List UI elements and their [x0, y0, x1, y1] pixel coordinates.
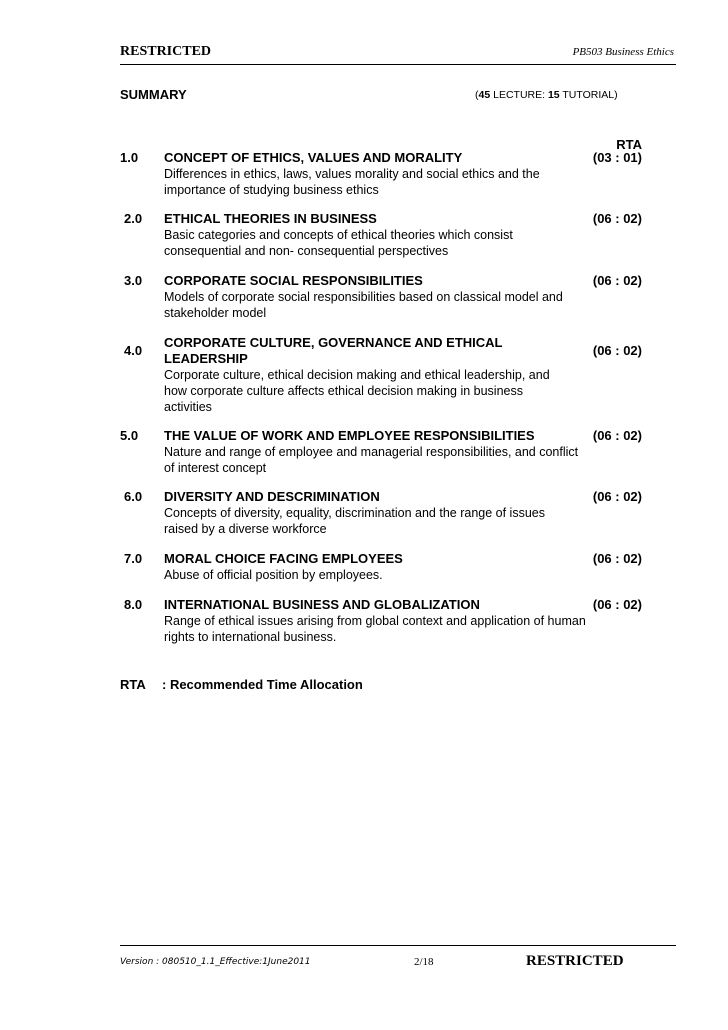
- header-classification: RESTRICTED: [120, 44, 212, 59]
- topic-allocation: (06 : 02): [592, 551, 642, 566]
- topic-number: 2.0: [124, 211, 143, 226]
- topic-number: 5.0: [120, 428, 139, 443]
- topic-number: 4.0: [124, 343, 143, 358]
- topic-allocation: (06 : 02): [592, 597, 642, 612]
- topic-allocation: (06 : 02): [592, 273, 642, 288]
- tutorial-label: TUTORIAL): [559, 89, 618, 101]
- topic-title: CORPORATE CULTURE, GOVERNANCE AND ETHICAL LEADERSHIP: [164, 335, 503, 366]
- topic-allocation: (06 : 02): [592, 211, 642, 226]
- footer-classification: RESTRICTED: [526, 953, 624, 969]
- topic-title: CONCEPT OF ETHICS, VALUES AND MORALITY: [164, 150, 463, 165]
- header-course-title: PB503 Business Ethics: [572, 46, 674, 58]
- header-rule: [120, 64, 676, 65]
- topic-allocation: (06 : 02): [592, 428, 642, 443]
- lecture-label: LECTURE:: [490, 89, 548, 101]
- topic-title: THE VALUE OF WORK AND EMPLOYEE RESPONSIBILITIES: [164, 428, 535, 443]
- hours-open-paren: (: [475, 89, 479, 101]
- topic-number: 6.0: [124, 489, 143, 504]
- topic-description: Abuse of official position by employees.: [164, 568, 383, 582]
- topic-title: ETHICAL THEORIES IN BUSINESS: [164, 211, 377, 226]
- rta-column-heading: RTA: [616, 137, 642, 152]
- topic-allocation: (06 : 02): [592, 489, 642, 504]
- topic-number: 8.0: [124, 597, 143, 612]
- topic-description: Range of ethical issues arising from global context and application of human rights to international business.: [164, 614, 586, 644]
- rta-legend: [120, 677, 363, 692]
- footer-rule: [120, 945, 676, 946]
- topic-title: INTERNATIONAL BUSINESS AND GLOBALIZATION: [164, 597, 480, 612]
- legend-abbreviation: RTA: [120, 677, 146, 692]
- topic-description: Nature and range of employee and managerial responsibilities, and conflict of interest concept: [164, 445, 579, 475]
- tutorial-hours: 15: [547, 89, 560, 101]
- lecture-hours: 45: [478, 89, 491, 101]
- topic-number: 7.0: [124, 551, 143, 566]
- topic-description: Models of corporate social responsibilities based on classical model and stakeholder model: [164, 290, 563, 320]
- topic-number: 1.0: [120, 150, 139, 165]
- topic-title: CORPORATE SOCIAL RESPONSIBILITIES: [164, 273, 423, 288]
- topic-description: Differences in ethics, laws, values morality and social ethics and the importance of studying business ethics: [164, 167, 540, 197]
- topic-description: Concepts of diversity, equality, discrimination and the range of issues raised by a diverse workforce: [164, 506, 545, 536]
- topic-title: MORAL CHOICE FACING EMPLOYEES: [164, 551, 403, 566]
- summary-heading: SUMMARY: [120, 87, 187, 102]
- topic-description: Basic categories and concepts of ethical theories which consist consequential and non- consequential perspectives: [164, 228, 513, 258]
- footer-page-number: 2/18: [414, 956, 434, 968]
- hours-breakdown: [475, 89, 618, 101]
- legend-definition: : Recommended Time Allocation: [162, 677, 363, 692]
- topic-description: Corporate culture, ethical decision making and ethical leadership, and how corporate culture affects ethical decision making in business activities: [164, 368, 550, 414]
- topic-allocation: (06 : 02): [592, 343, 642, 358]
- footer-version: Version : 080510_1.1_Effective:1June2011: [120, 957, 311, 967]
- topic-number: 3.0: [124, 273, 143, 288]
- topic-title: DIVERSITY AND DESCRIMINATION: [164, 489, 380, 504]
- topic-allocation: (03 : 01): [592, 150, 642, 165]
